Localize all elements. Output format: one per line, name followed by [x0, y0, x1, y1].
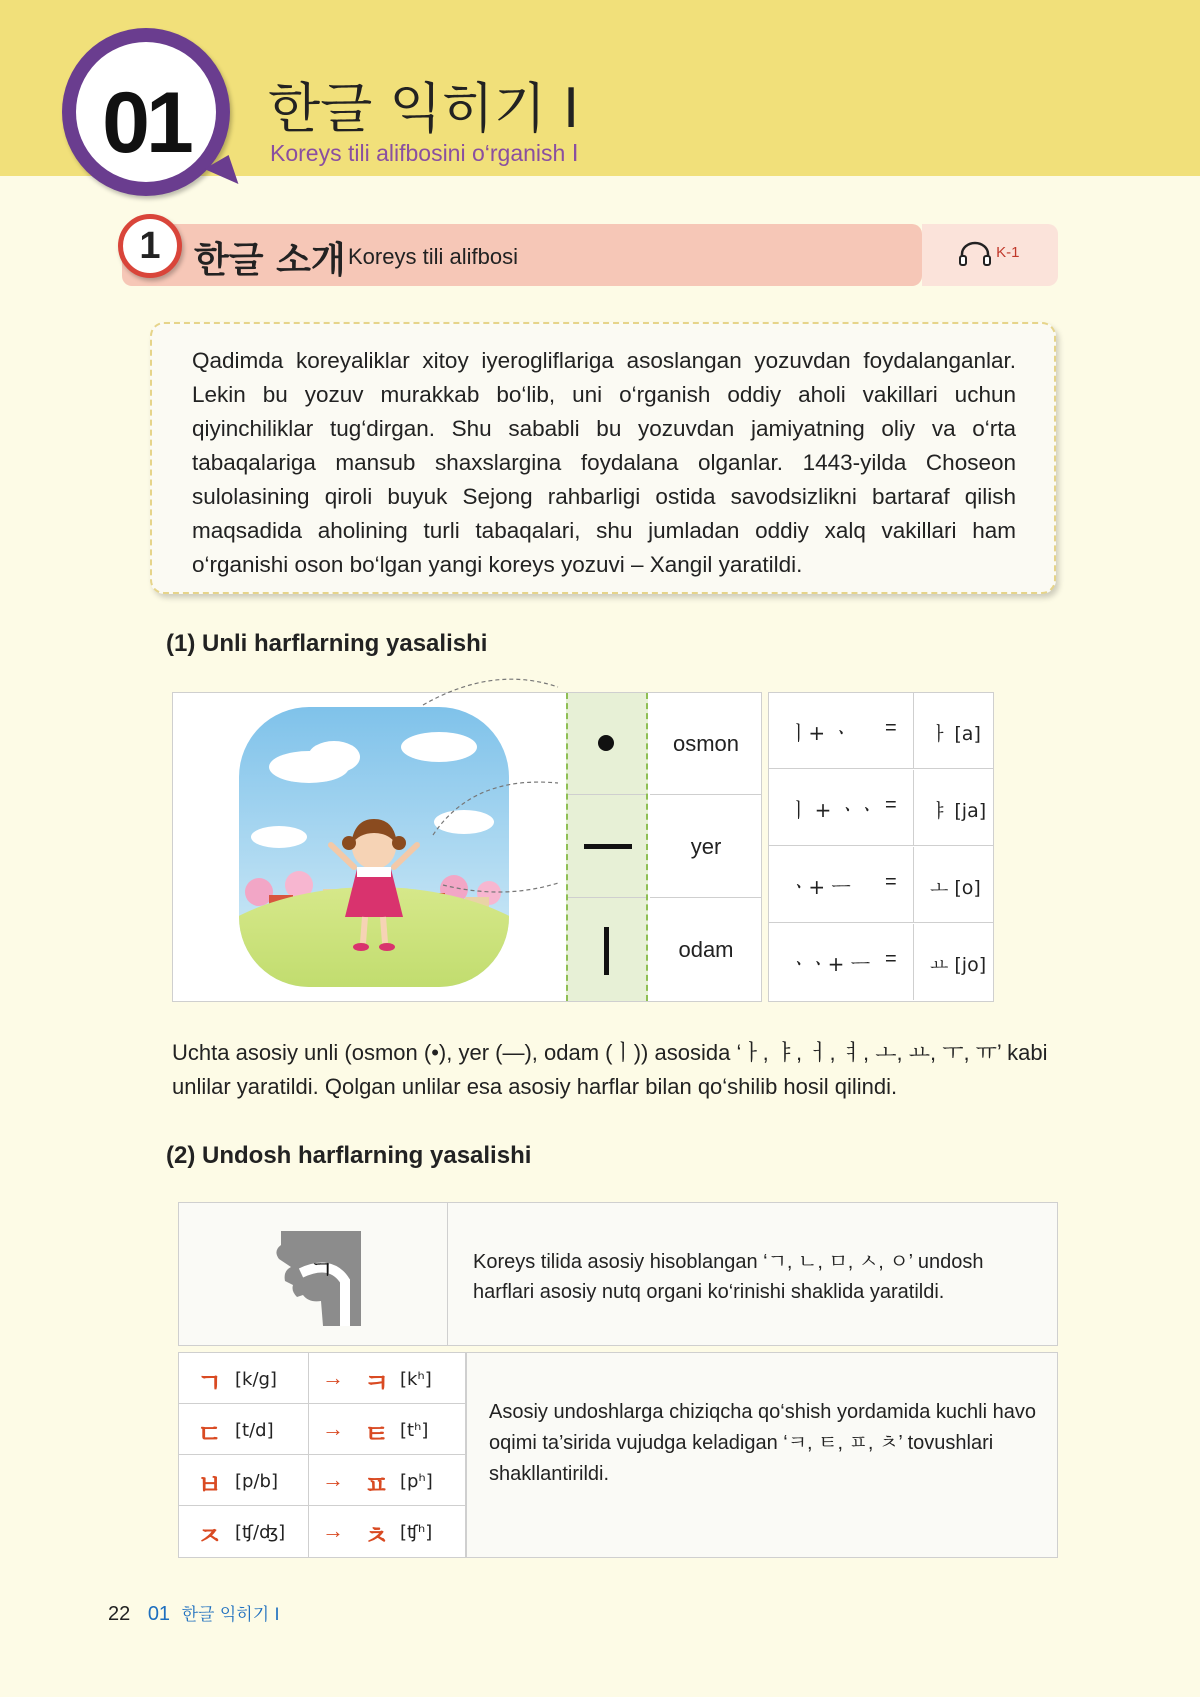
basic-word-osmon: osmon — [650, 693, 762, 795]
section-subtitle: Koreys tili alifbosi — [348, 244, 518, 269]
page-number: 22 — [108, 1603, 131, 1625]
formula-equals: = — [885, 717, 897, 739]
formula-equals: = — [885, 794, 897, 816]
badge-inner — [76, 42, 216, 182]
consonant-row — [179, 1353, 465, 1404]
chapter-badge — [62, 28, 230, 196]
horizontal-stroke — [584, 844, 632, 849]
base-ipa: [k/g] — [235, 1369, 277, 1390]
derived-consonant: ㅋ — [364, 1369, 390, 1399]
consonant-explanation-box — [466, 1352, 1058, 1558]
intro-text: Qadimda koreyaliklar xitoy iyerogliflariga asoslangan yozuvdan foydalanganlar. Lekin bu yozuv murakkab bo‘lib, uni o‘rganish oddiy aholi vakillari uchun qiyinchiliklar tug‘dirgan. Shu sababli bu yozuvdan jamiyatning oliy va o‘rta tabaqalariga mansub shaxslargina foydalana olganlar. 1443-yilda Choseon sulolasining qiroli buyuk Sejong rahbarligi ostida savodsizlikni bartaraf qilish maqsadida aholining turli tabaqalari, shu jumladan oddiy xalq vakillari ham o‘rganishi oson bo‘lgan yangi koreys yozuvi – Xangil yaratildi. — [192, 348, 1016, 577]
dot-stroke — [598, 735, 614, 751]
derived-consonant: ㅌ — [364, 1420, 390, 1450]
arrow-right-icon: → — [322, 1416, 344, 1441]
formula-left: ㆍ+ ㅡ — [789, 875, 851, 899]
chapter-title: 한글 익히기 Ⅰ — [268, 77, 580, 140]
basic-word-odam: odam — [678, 937, 734, 962]
derived-consonant: ㅊ — [364, 1522, 390, 1552]
connector-arrows — [413, 675, 573, 905]
formula-result: ㅛ [jo] — [913, 924, 993, 1000]
derived-ipa: [tʰ] — [400, 1420, 429, 1441]
vowels-heading: (1) Unli harflarning yasalishi — [166, 630, 488, 657]
formula-row — [769, 693, 993, 769]
arrow-right-icon: → — [322, 1467, 344, 1492]
consonant-row — [179, 1455, 465, 1506]
formula-equals: = — [885, 871, 897, 893]
consonant-intro-divider — [447, 1203, 448, 1345]
diagram-letter: ㄱ — [309, 1256, 335, 1286]
chapter-number: 01 — [102, 75, 190, 171]
vowels-description: Uchta asosiy unli (osmon (•), yer (—), odam (ㅣ)) asosida ‘ㅏ, ㅑ, ㅓ, ㅕ, ㅗ, ㅛ, ㅜ, ㅠ’ kabi unlilar yaratildi. Qolgan unlilar esa asosiy harflar bilan qo‘shilib hosil qilindi. — [172, 1040, 1048, 1099]
basic-word-yer: yer — [650, 796, 762, 898]
formula-row — [769, 924, 993, 1000]
consonant-intro-text: Koreys tilida asosiy hisoblangan ‘ㄱ, ㄴ, ㅁ, ㅅ, ㅇ’ undosh harflari asosiy nutq organi ko‘rinishi shaklida yaratildi. — [473, 1251, 984, 1303]
headphones-icon — [958, 240, 992, 266]
formula-left: ㆍㆍ+ ㅡ — [789, 952, 871, 976]
section-number: 1 — [118, 214, 182, 278]
base-ipa: [ʧ/ʤ] — [235, 1522, 286, 1543]
arrow-right-icon: → — [322, 1365, 344, 1390]
basic-vowel-horizontal — [568, 796, 646, 898]
formula-result: ㅑ [ja] — [913, 770, 993, 846]
base-consonant: ㅈ — [197, 1522, 223, 1552]
consonant-row — [179, 1506, 465, 1557]
vertical-stroke — [604, 927, 609, 975]
basic-vowel-dot — [568, 693, 646, 795]
speech-organ-diagram — [261, 1221, 371, 1331]
section-title: 한글 소개 — [194, 240, 346, 281]
consonants-heading: (2) Undosh harflarning yasalishi — [166, 1142, 532, 1169]
footer-chapter-name: 한글 익히기 Ⅰ — [181, 1605, 280, 1625]
basic-vowel-vertical — [568, 899, 646, 1001]
formula-equals: = — [885, 948, 897, 970]
audio-track[interactable] — [958, 240, 1020, 266]
page-footer — [108, 1600, 280, 1626]
formula-result: ㅏ [a] — [913, 693, 993, 769]
formula-left: ㅣ + ㆍㆍ — [789, 798, 877, 822]
base-consonant: ㄱ — [197, 1369, 223, 1399]
base-consonant: ㄷ — [197, 1420, 223, 1450]
formula-row — [769, 770, 993, 846]
arrow-right-icon: → — [322, 1518, 344, 1543]
base-consonant: ㅂ — [197, 1471, 223, 1501]
chapter-subtitle: Koreys tili alifbosini o‘rganish Ⅰ — [270, 140, 579, 166]
formula-result: ㅗ [o] — [913, 847, 993, 923]
derived-consonant: ㅍ — [364, 1471, 390, 1501]
formula-row — [769, 847, 993, 923]
consonant-explanation-text: Asosiy undoshlarga chiziqcha qo‘shish yordamida kuchli havo oqimi ta’sirida vujudga keladigan ‘ㅋ, ㅌ, ㅍ, ㅊ’ tovushlari shakllantirildi. — [489, 1401, 1036, 1485]
derived-ipa: [kʰ] — [400, 1369, 432, 1390]
vowel-panel — [172, 692, 762, 1002]
vowel-formula-table — [768, 692, 994, 1002]
consonant-row — [179, 1404, 465, 1455]
base-ipa: [p/b] — [235, 1471, 278, 1492]
consonant-derivation-table — [178, 1352, 466, 1558]
footer-chapter: 01 — [147, 1603, 171, 1625]
base-ipa: [t/d] — [235, 1420, 274, 1441]
audio-label: K-1 — [996, 243, 1020, 261]
consonant-intro-box — [178, 1202, 1058, 1346]
derived-ipa: [ʧʰ] — [400, 1522, 433, 1543]
basic-vowel-column — [566, 693, 648, 1001]
formula-left: ㅣ+ ㆍ — [789, 721, 851, 745]
derived-ipa: [pʰ] — [400, 1471, 433, 1492]
intro-box — [150, 322, 1056, 594]
